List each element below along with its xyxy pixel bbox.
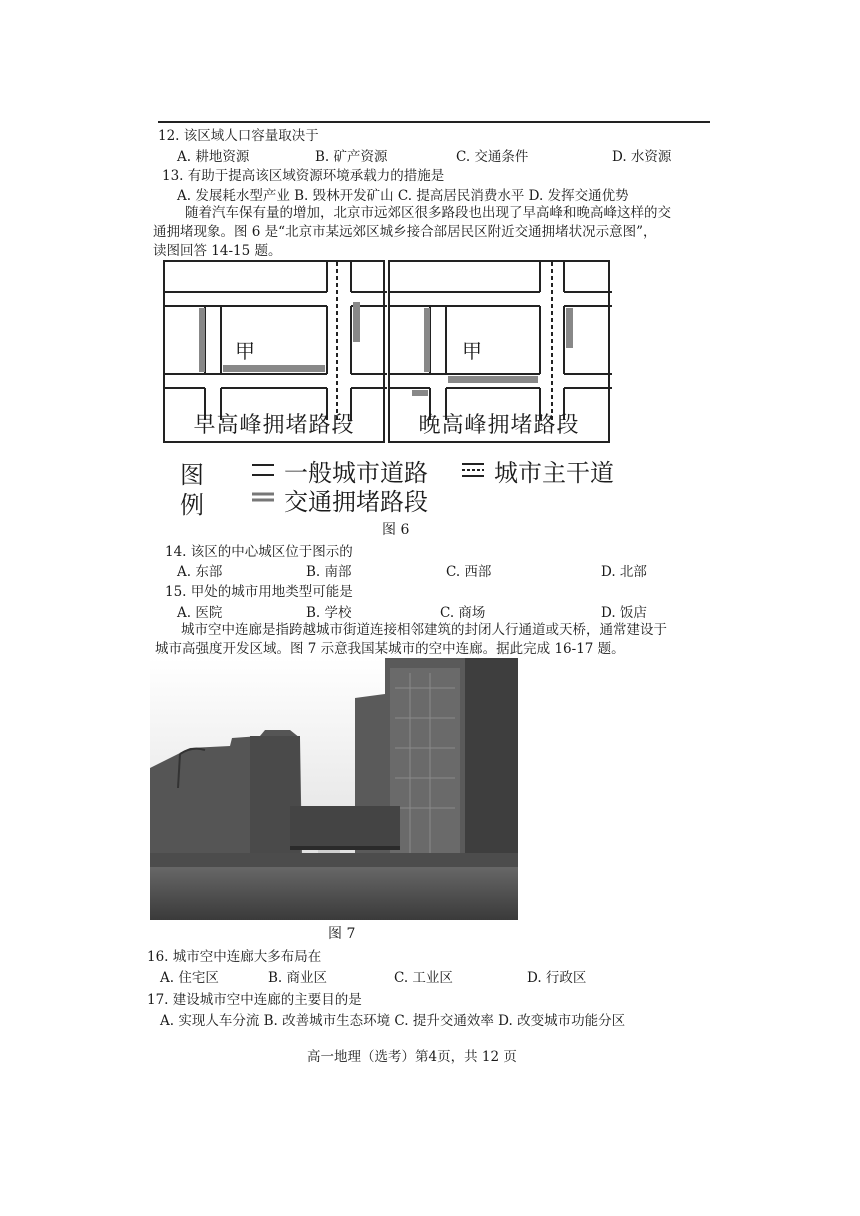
- figure7-caption: 图 7: [328, 926, 356, 942]
- q14-option-a: A. 东部: [177, 564, 223, 580]
- question-13-stem: 13. 有助于提高该区域资源环境承载力的措施是: [162, 168, 445, 184]
- q16-option-b: B. 商业区: [268, 970, 328, 986]
- q15-option-c: C. 商场: [440, 605, 486, 621]
- map-morning-caption: 早高峰拥堵路段: [193, 413, 355, 438]
- question-16-stem: 16. 城市空中连廊大多布局在: [147, 949, 322, 965]
- block-jia-right: 甲: [462, 339, 482, 363]
- question-14-stem: 14. 该区的中心城区位于图示的: [165, 544, 353, 560]
- q12-option-c: C. 交通条件: [456, 149, 529, 165]
- q13-options: A. 发展耗水型产业 B. 毁林开发矿山 C. 提高居民消费水平 D. 发挥交通优势: [177, 188, 629, 204]
- q12-option-b: B. 矿产资源: [315, 149, 388, 165]
- question-17-stem: 17. 建设城市空中连廊的主要目的是: [147, 992, 362, 1008]
- legend-title-2: 例: [180, 491, 204, 519]
- q15-option-a: A. 医院: [177, 605, 223, 621]
- intro-fig6-line1: 随着汽车保有量的增加，北京市远郊区很多路段也出现了早高峰和晚高峰这样的交: [185, 205, 671, 221]
- q12-option-a: A. 耕地资源: [177, 149, 250, 165]
- intro-fig6-line2: 通拥堵现象。图 6 是“北京市某远郊区城乡接合部居民区附近交通拥堵状况示意图”，: [153, 224, 657, 240]
- q14-option-c: C. 西部: [446, 564, 492, 580]
- q14-option-d: D. 北部: [601, 564, 647, 580]
- page-footer: 高一地理（选考）第4页，共 12 页: [307, 1049, 517, 1065]
- intro-fig7-line1: 城市空中连廊是指跨越城市街道连接相邻建筑的封闭人行通道或天桥，通常建设于: [181, 622, 667, 638]
- question-12-stem: 12. 该区域人口容量取决于: [158, 128, 319, 144]
- q15-option-b: B. 学校: [306, 605, 352, 621]
- q12-option-d: D. 水资源: [612, 149, 672, 165]
- skybridge-photo: [150, 658, 518, 920]
- legend-title-1: 图: [180, 461, 204, 489]
- q17-options: A. 实现人车分流 B. 改善城市生态环境 C. 提升交通效率 D. 改变城市功能分区: [160, 1013, 626, 1029]
- legend-general-road-symbol: [250, 462, 276, 478]
- figure6-caption: 图 6: [382, 522, 410, 538]
- q16-option-a: A. 住宅区: [160, 970, 219, 986]
- block-jia-left: 甲: [235, 339, 255, 363]
- intro-fig6-line3: 读图回答 14-15 题。: [153, 243, 282, 259]
- legend-congested-label: 交通拥堵路段: [284, 488, 428, 516]
- legend-main-road-symbol: [460, 462, 486, 478]
- skybridge-photo-drawing: [150, 658, 518, 920]
- intro-fig7-line2: 城市高强度开发区域。图 7 示意我国某城市的空中连廊。据此完成 16-17 题。: [155, 641, 625, 657]
- q16-option-d: D. 行政区: [527, 970, 587, 986]
- map-morning-peak: [163, 260, 385, 443]
- map-evening-caption: 晚高峰拥堵路段: [418, 413, 580, 438]
- question-15-stem: 15. 甲处的城市用地类型可能是: [165, 584, 353, 600]
- q16-option-c: C. 工业区: [394, 970, 453, 986]
- q14-option-b: B. 南部: [306, 564, 352, 580]
- q15-option-d: D. 饭店: [601, 605, 647, 621]
- map-evening-peak: [388, 260, 610, 443]
- legend-congested-symbol: [250, 490, 276, 504]
- top-rule: [158, 121, 710, 123]
- legend-main-road-label: 城市主干道: [494, 459, 614, 487]
- legend-general-road-label: 一般城市道路: [284, 459, 428, 487]
